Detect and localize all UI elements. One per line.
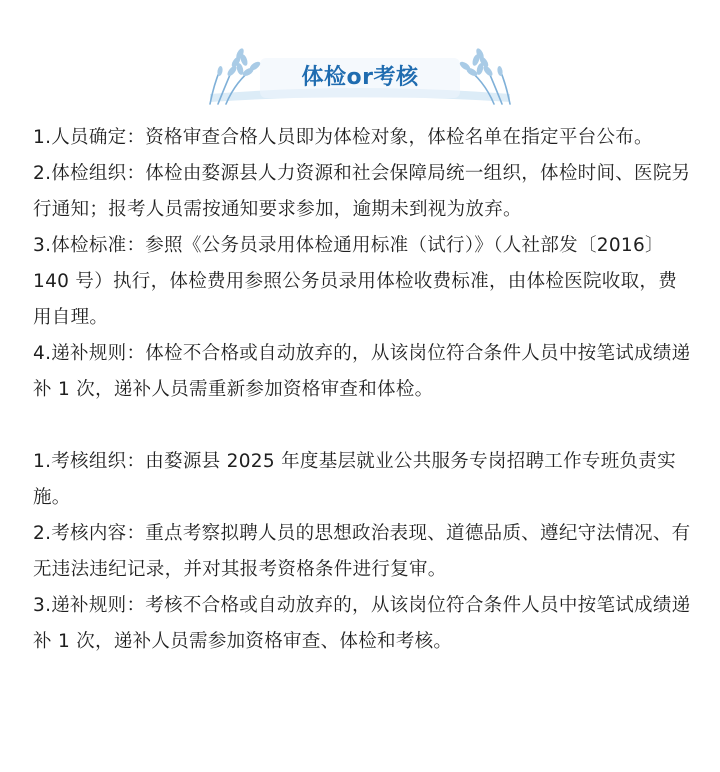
assessment-section [33, 444, 693, 660]
list-item: 3.体检标准：参照《公务员录用体检通用标准（试行）》（人社部发〔2016〕140 号）执行，体检费用参照公务员录用体检收费标准，由体检医院收取，费用自理。 [33, 235, 677, 328]
list-item: 1.人员确定：资格审查合格人员即为体检对象，体检名单在指定平台公布。 [33, 127, 653, 148]
page-title: 体检or考核 [301, 65, 419, 90]
list-item: 4.递补规则：体检不合格或自动放弃的，从该岗位符合条件人员中按笔试成绩递补 1 次，递补人员需重新参加资格审查和体检。 [33, 343, 691, 400]
section-header [200, 44, 520, 108]
list-item: 2.体检组织：体检由婺源县人力资源和社会保障局统一组织，体检时间、医院另行通知；报考人员需按通知要求参加，逾期未到视为放弃。 [33, 163, 691, 220]
main-content [33, 120, 693, 660]
physical-exam-section [33, 120, 693, 408]
list-item: 2.考核内容：重点考察拟聘人员的思想政治表现、道德品质、遵纪守法情况、有无违法违纪记录，并对其报考资格条件进行复审。 [33, 523, 691, 580]
list-item: 3.递补规则：考核不合格或自动放弃的，从该岗位符合条件人员中按笔试成绩递补 1 次，递补人员需参加资格审查、体检和考核。 [33, 595, 691, 652]
list-item: 1.考核组织：由婺源县 2025 年度基层就业公共服务专岗招聘工作专班负责实施。 [33, 451, 676, 508]
